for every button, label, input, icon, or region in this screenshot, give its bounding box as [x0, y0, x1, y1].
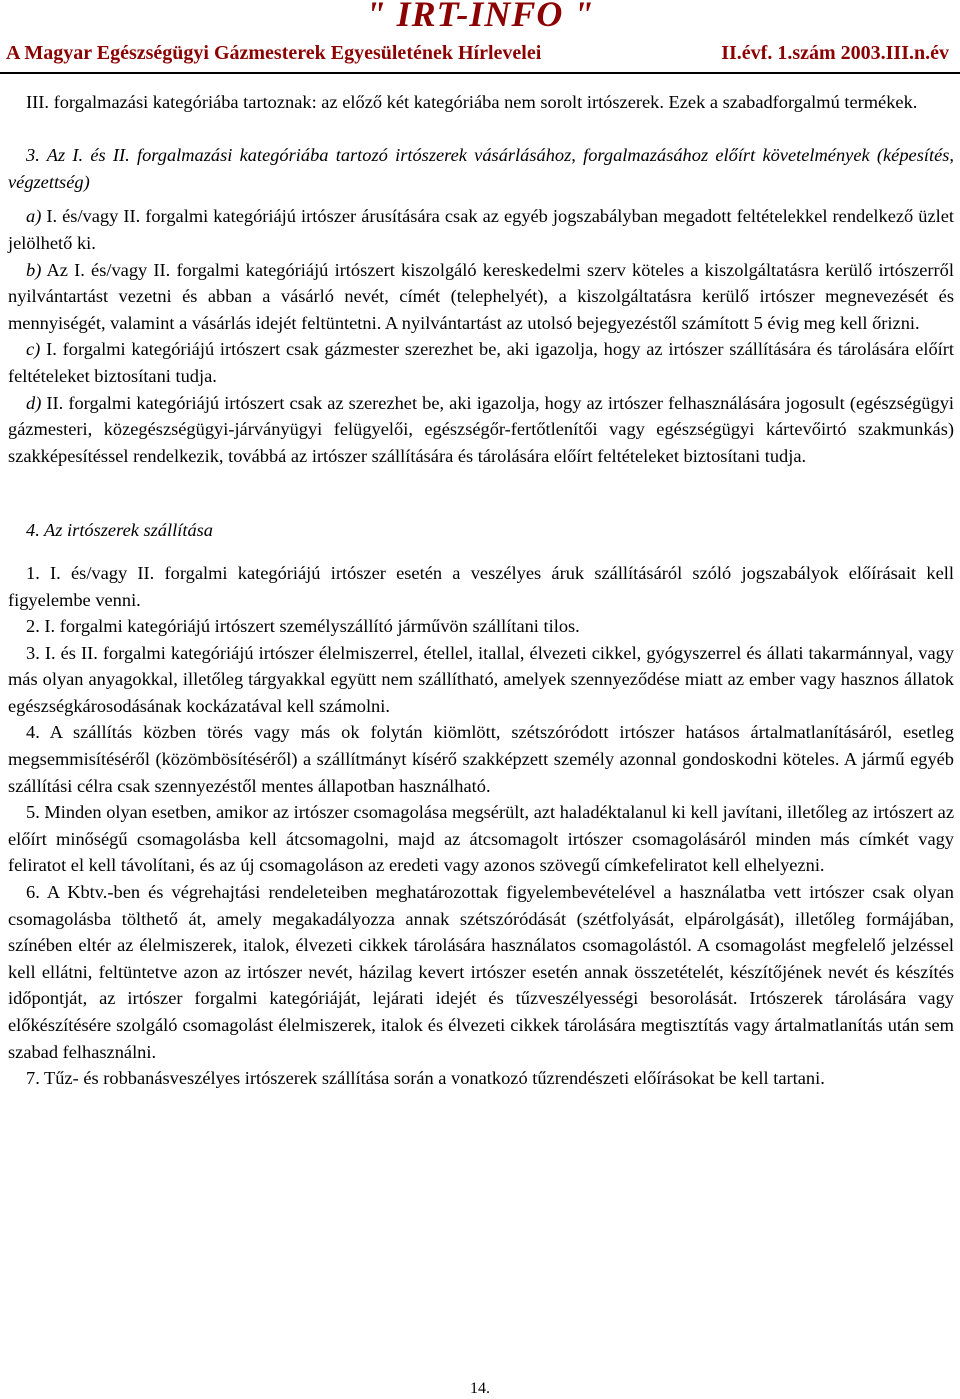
section-4-heading: 4. Az irtószerek szállítása: [26, 520, 213, 541]
header-divider: [0, 72, 960, 74]
rule-4: 4. A szállítás közben törés vagy más ok folytán kiömlött, szétszóródott irtószer hatásos ártalmatlanításáról, esetleg megsemmisítéséről (közömbösítéséről) a szállítmányt kísérő szakképzett személy azonnal gondoskodni köteles. A jármű egyéb szállítási célra csak szennyezéstől mentes állapotban használható.: [8, 722, 954, 796]
issue-info: II.évf. 1.szám 2003.III.n.év: [721, 42, 949, 64]
section-3-heading: 3. Az I. és II. forgalmazási kategóriába tartozó irtószerek vásárlásához, forgalmazásához előírt követelmények (képesítés, végzettség): [8, 145, 954, 192]
rule-3: 3. I. és II. forgalmi kategóriájú irtószer élelmiszerrel, étellel, itallal, élvezeti cikkel, gyógyszerrel és állati takarmánnyal, vagy más olyan anyagokkal, illetőleg tárgyakkal együtt nem szállítható, amelyek szennyeződése miatt az ember vagy hasznos állatok egészségkárosodásának kockázatával kell számolni.: [8, 642, 954, 716]
item-c-label: c): [26, 339, 41, 360]
rule-1: 1. I. és/vagy II. forgalmi kategóriájú irtószer esetén a veszélyes áruk szállításáról szóló jogszabályok előírásait kell figyelembe venni.: [8, 562, 954, 610]
rule-7: 7. Tűz- és robbanásveszélyes irtószerek szállítása során a vonatkozó tűzrendészeti előírásokat be kell tartani.: [26, 1068, 825, 1089]
page-number: 14.: [470, 1380, 490, 1397]
item-b-label: b): [26, 259, 42, 280]
document-body: [8, 89, 954, 1092]
page-header: [0, 0, 960, 74]
item-a-text: I. és/vagy II. forgalmi kategóriájú irtószer árusítására csak az egyéb jogszabályban megadott feltételekkel rendelkező üzlet jelölhető ki.: [8, 206, 954, 253]
newsletter-title: " IRT-INFO ": [365, 0, 595, 34]
item-b-text: Az I. és/vagy II. forgalmi kategóriájú irtószert kiszolgáló kereskedelmi szerv köteles a kiszolgáltatásra kerülő irtószerről nyilvántartást vezetni és abban a vásárló nevét, címét (telephelyét), a kiszolgáltatásra kerülő irtószer megnevezését és mennyiségét, valamint a vásárlás idejét feltüntetni. A nyilvántartást az utolsó bejegyezéstől számított 5 évig meg kell őrizni.: [8, 259, 954, 333]
rule-2: 2. I. forgalmi kategóriájú irtószert személyszállító járművön szállítani tilos.: [26, 616, 580, 637]
item-a: [8, 203, 954, 256]
item-d-label: d): [26, 392, 42, 413]
rule-5: 5. Minden olyan esetben, amikor az irtószer csomagolása megsérült, azt haladéktalanul ki kell javítani, illetőleg az irtószert az előírt minőségű csomagolásba kell átcsomagolni, majd az átcsomagolt irtószer csomagolásáról minden más címkét vagy feliratot el kell távolítani, és az új csomagoláson az eredeti vagy azonos szövegű címkefeliratot kell elhelyezni.: [8, 802, 954, 876]
item-c-text: I. forgalmi kategóriájú irtószert csak gázmester szerezhet be, aki igazolja, hogy az irtószer szállítására és tárolására előírt feltételeket biztosítani tudja.: [8, 339, 954, 386]
item-d: [8, 390, 954, 470]
item-d-text: II. forgalmi kategóriájú irtószert csak az szerezhet be, aki igazolja, hogy az irtószer felhasználására jogosult (egészségügyi gázmesteri, közegészségügyi-járványügyi felügyelői, egészségőr-fertőtlenítői vagy egészségügyi kártevőirtó szakmunkás) szakképesítéssel rendelkezik, továbbá az irtószer szállítására és tárolására előírt feltételeket biztosítani tudja.: [8, 392, 954, 466]
item-b: [8, 257, 954, 337]
item-a-label: a): [26, 206, 42, 227]
paragraph-category-iii: III. forgalmazási kategóriába tartoznak: az előző két kategóriába nem sorolt irtószerek. Ezek a szabadforgalmú termékek.: [26, 92, 918, 112]
rule-6: 6. A Kbtv.-ben és végrehajtási rendeleteiben meghatározottak figyelembevételével a használatba vett irtószer csak olyan csomagolásba tölthető át, amely megakadályozza annak szétszóródását (szétfolyását, elpárolgását), illetőleg formájában, színében eltér az élelmiszerek, italok, élvezeti cikkek tárolására használatos csomagolástól. A csomagolást megfelelő jelzéssel kell ellátni, feltüntetve azon az irtószer nevét, házilag kevert irtószer esetén annak összetételét, készítőjének nevét és készítés időpontját, az irtószer forgalmi kategóriáját, lejárati idejét és tűzveszélyességi besorolását. Irtószerek tárolására vagy előkészítésére szolgáló csomagolást élelmiszerek, italok és élvezeti cikkek tárolására megtisztítás vagy ártalmatlanítás után sem szabad felhasználni.: [8, 882, 954, 1062]
item-c: [8, 336, 954, 389]
newsletter-subtitle: A Magyar Egészségügyi Gázmesterek Egyesületének Hírlevelei: [6, 42, 542, 64]
